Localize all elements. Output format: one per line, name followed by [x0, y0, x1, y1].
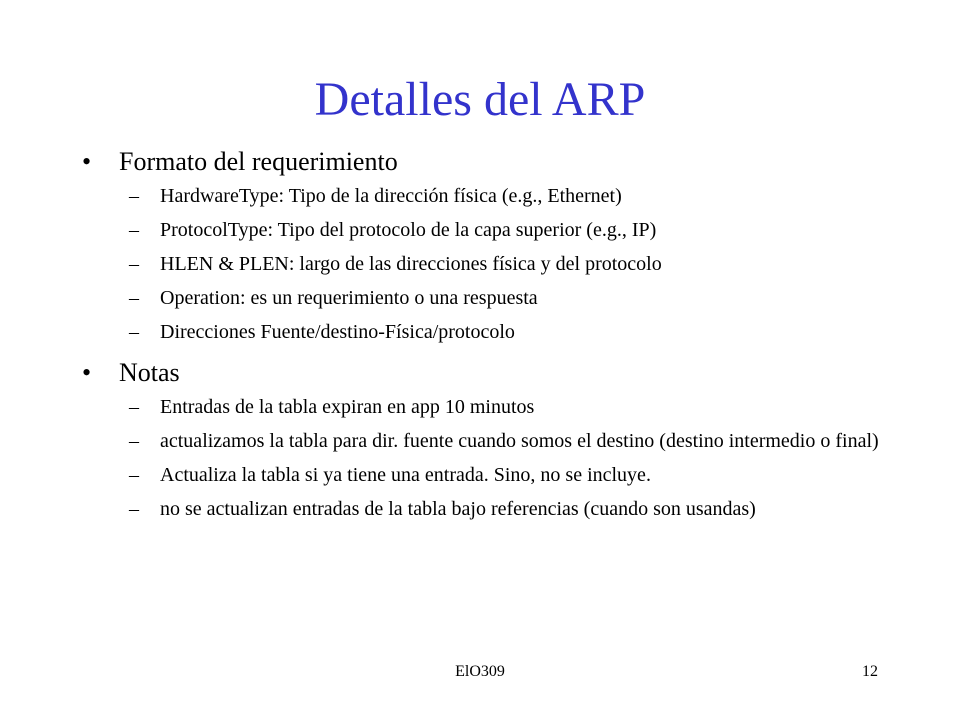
bullet-icon: •: [82, 358, 92, 387]
list-item-text: Direcciones Fuente/destino-Física/protocolo: [160, 321, 515, 343]
dash-icon: –: [129, 498, 139, 520]
list-item: [82, 497, 882, 522]
dash-icon: –: [129, 396, 139, 418]
list-item: [82, 286, 882, 311]
list-item-text: no se actualizan entradas de la tabla bajo referencias (cuando son usandas): [160, 498, 756, 520]
heading-text: Notas: [119, 358, 180, 387]
list-item-text: ProtocolType: Tipo del protocolo de la capa superior (e.g., IP): [160, 219, 657, 241]
page-number: 12: [862, 663, 878, 680]
list-item-text: Entradas de la tabla expiran en app 10 minutos: [160, 396, 535, 418]
section-heading-notas: [82, 354, 882, 392]
list-item: [82, 463, 882, 488]
list-item-text: actualizamos la tabla para dir. fuente cuando somos el destino (destino intermedio o final): [160, 430, 879, 452]
dash-icon: –: [129, 287, 139, 309]
list-item: [82, 395, 882, 420]
list-item: [82, 218, 882, 243]
list-item: [82, 429, 882, 454]
dash-icon: –: [129, 185, 139, 207]
list-item: [82, 184, 882, 209]
heading-text: Formato del requerimiento: [119, 147, 398, 176]
dash-icon: –: [129, 321, 139, 343]
dash-icon: –: [129, 430, 139, 452]
footer-course-code: ElO309: [455, 663, 505, 680]
list-item: [82, 252, 882, 277]
list-item: [82, 320, 882, 345]
slide-content: [82, 143, 882, 531]
list-item-text: HardwareType: Tipo de la dirección física (e.g., Ethernet): [160, 185, 622, 207]
dash-icon: –: [129, 464, 139, 486]
sublist-notas: [82, 395, 882, 522]
list-item-text: Operation: es un requerimiento o una respuesta: [160, 287, 538, 309]
list-item-text: HLEN & PLEN: largo de las direcciones física y del protocolo: [160, 253, 662, 275]
list-item-text: Actualiza la tabla si ya tiene una entrada. Sino, no se incluye.: [160, 464, 651, 486]
section-heading-formato: [82, 143, 882, 181]
sublist-formato: [82, 184, 882, 345]
dash-icon: –: [129, 253, 139, 275]
bullet-icon: •: [82, 147, 92, 176]
dash-icon: –: [129, 219, 139, 241]
slide-title: Detalles del ARP: [314, 73, 646, 126]
